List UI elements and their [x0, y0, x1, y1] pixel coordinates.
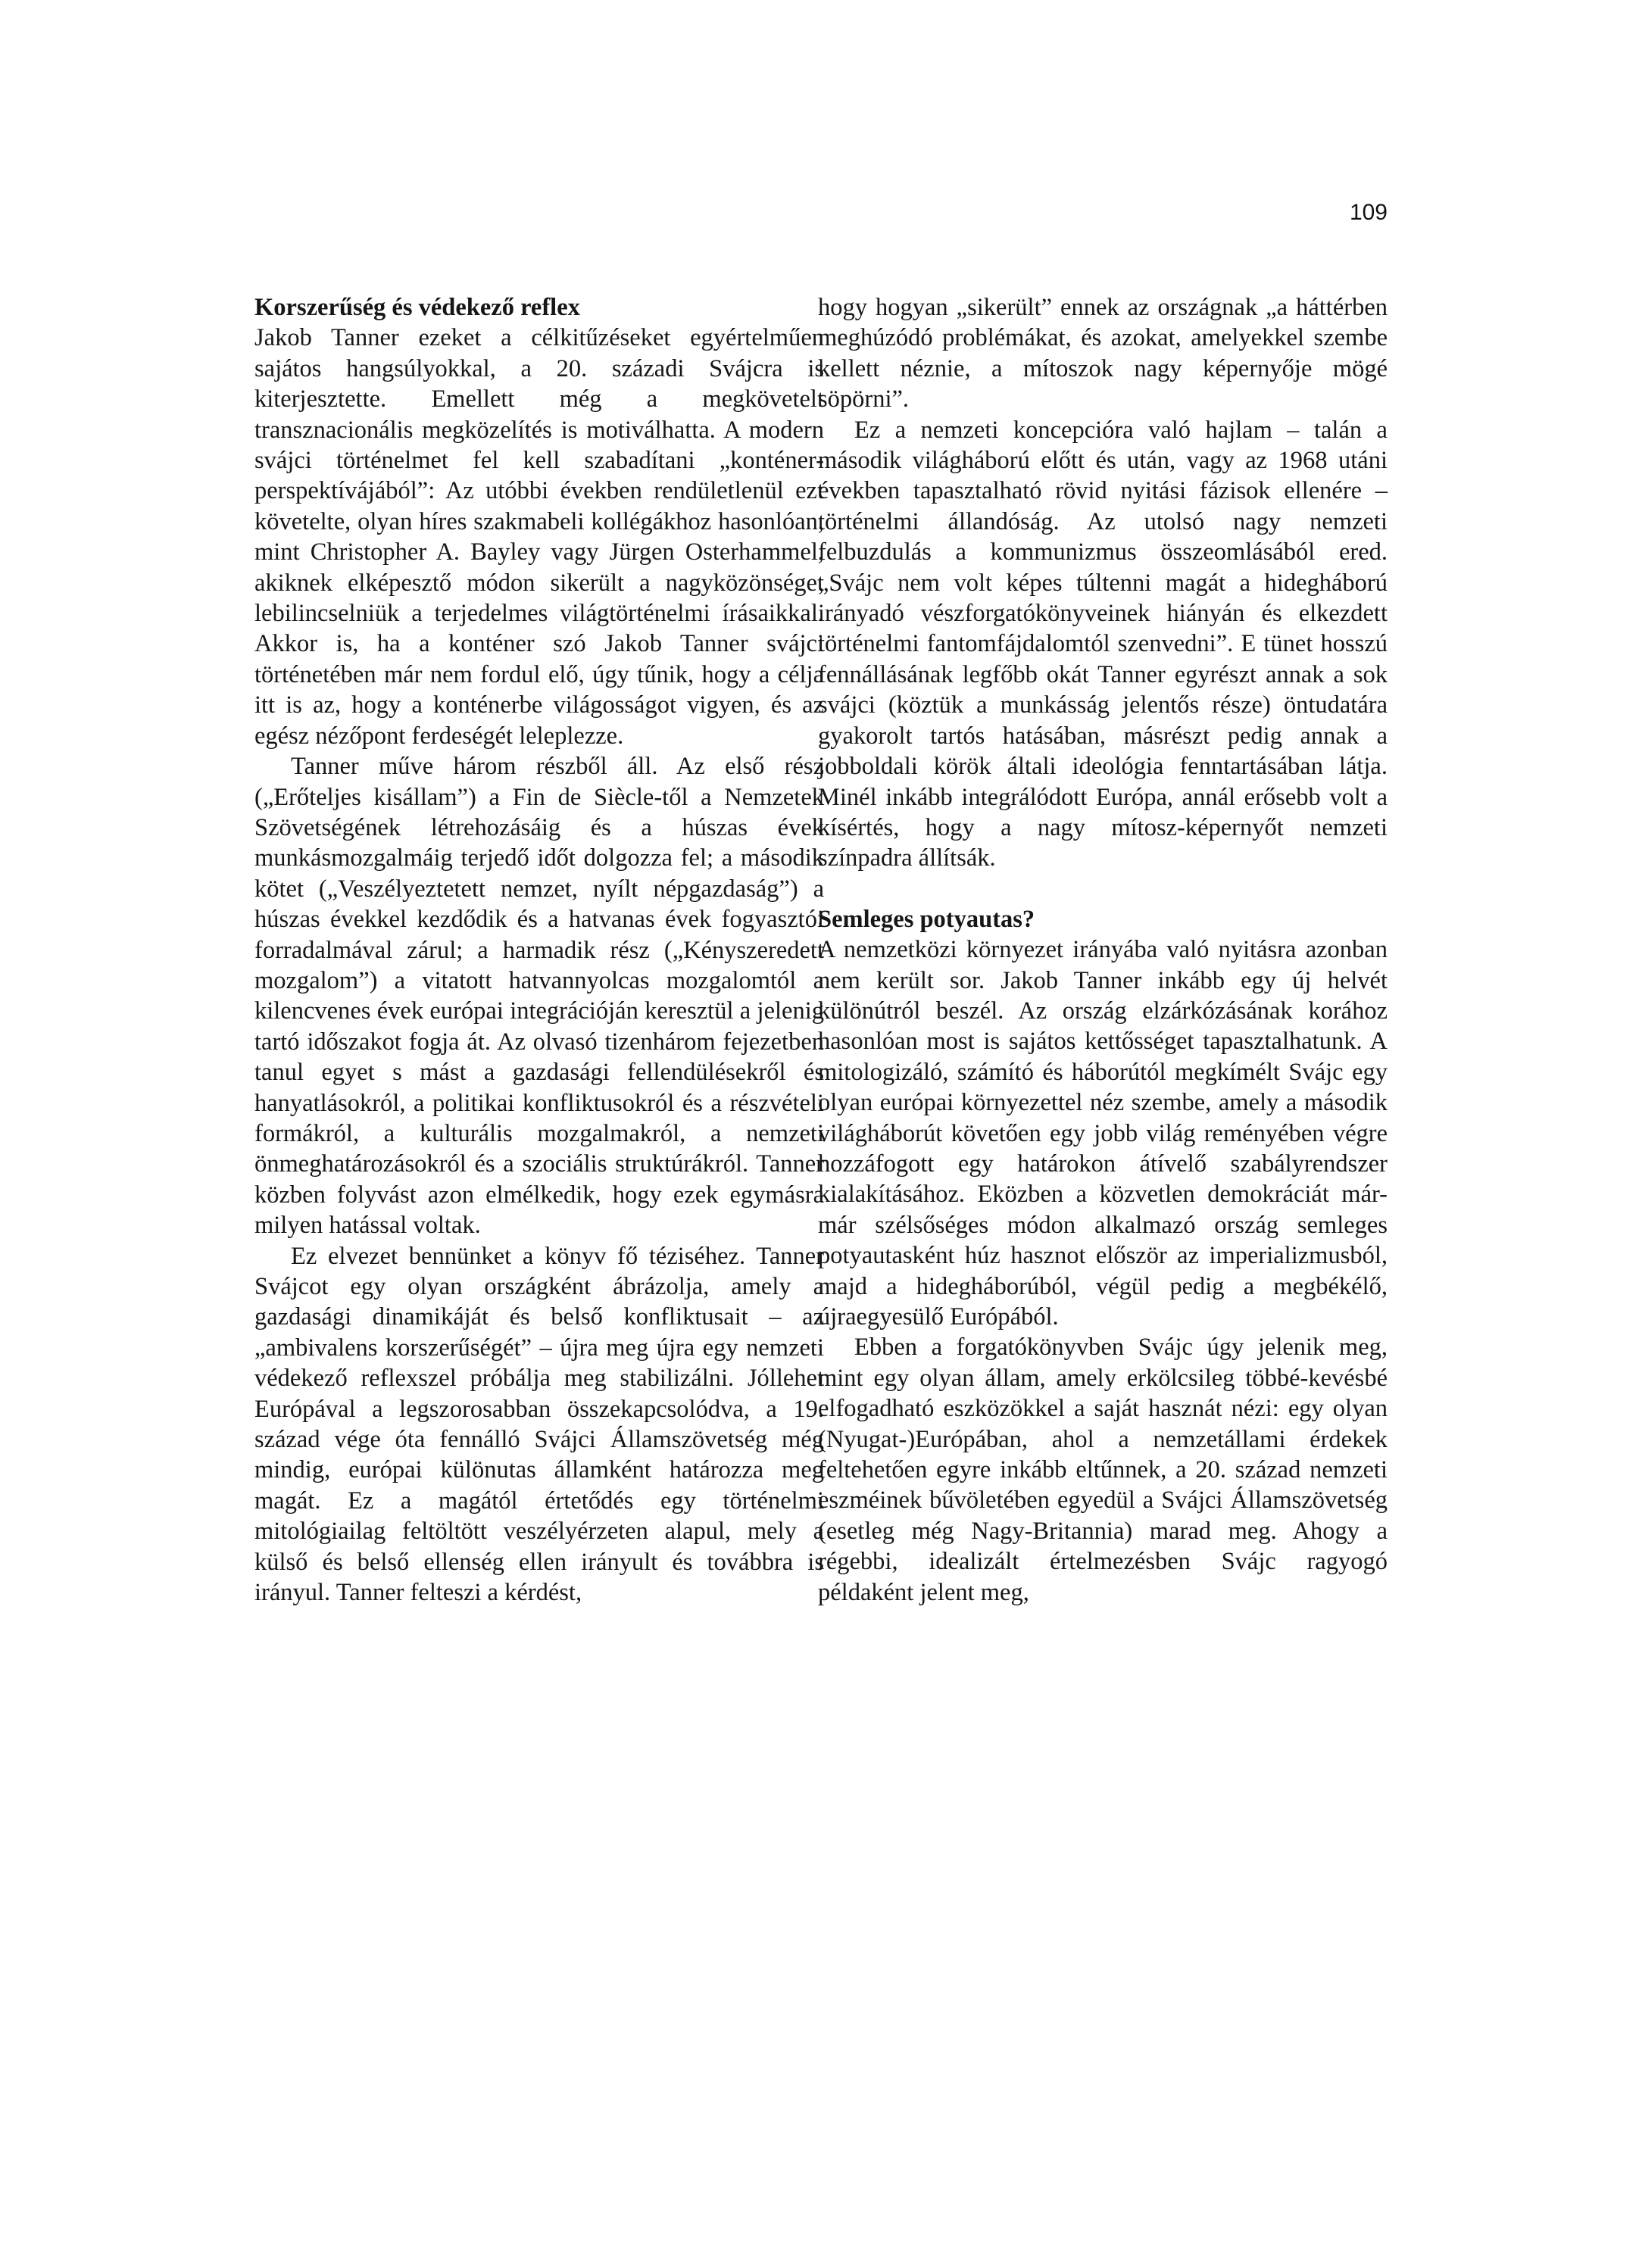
paragraph: Tanner műve három részből áll. Az első rész („Erőteljes kisállam”) a Fin de Siècle-től a Nemzetek Szövetségének létrehozásáig és a húszas évek munkásmozgalmáig terjedő időt dolgozza fel; a második kötet („Veszélyeztetett nemzet, nyílt népgazdaság”) a húszas évekkel kezdődik és a hatvanas évek fogyasztói forradalmával zárul; a harmadik rész („Kényszeredett mozgalom”) a vitatott hatvannyolcas mozgalomtól a kilencvenes évek európai integrációján keresztül a jelenig tartó időszakot fogja át. Az olvasó tizenhárom fejezetben tanul egyet s mást a gazdasági fellendülésekről és hanyatlásokról, a politikai konfliktusokról és a részvételi formákról, a kulturális mozgalmakról, a nemzeti önmeghatározásokról és a szociális struktúrákról. Tanner közben folyvást azon elmélkedik, hogy ezek egymásra milyen hatással voltak.	[254, 753, 824, 1240]
right-column	[818, 292, 1388, 1608]
left-column	[254, 292, 824, 1608]
section-heading-semleges-potyautas: Semleges potyautas?	[818, 905, 1035, 933]
paragraph: Ez elvezet bennünket a könyv fő téziséhez. Tanner Svájcot egy olyan országként ábrázolja, amely a gazdasági dinamikáját és belső konfliktusait – az „ambivalens korszerűségét” – újra meg újra egy nemzeti védekező reflexszel próbálja meg stabilizálni. Jóllehet Európával a legszorosabban összekapcsolódva, a 19. század vége óta fennálló Svájci Államszövetség még mindig, európai különutas államként határozza meg magát. Ez a magától értetődés egy történelmi mitológiailag feltöltött veszélyérzeten alapul, mely a külső és belső ellenség ellen irányult és továbbra is irányul. Tanner felteszi a kérdést,	[254, 1242, 824, 1607]
paragraph: Ebben a forgatókönyvben Svájc úgy jelenik meg, mint egy olyan állam, amely erkölcsileg többé-kevésbé elfogadható eszközökkel a saját hasznát nézi: egy olyan (Nyugat-)Európában, ahol a nemzetállami érdekek feltehetően egyre inkább eltűnnek, a 20. század nemzeti eszméinek bűvöletében egyedül a Svájci Államszövetség (esetleg még Nagy-Britannia) marad meg. Ahogy a régebbi, idealizált értelmezésben Svájc ragyogó példaként jelent meg,	[818, 1334, 1388, 1606]
paragraph: A nemzetközi környezet irányába való nyitásra azonban nem került sor. Jakob Tanner inkább egy új helvét különútról beszél. Az ország elzárkózásának korához hasonlóan most is sajátos kettősséget tapasztalhatunk. A mitologizáló, számító és háborútól megkímélt Svájc egy olyan európai környezettel néz szembe, amely a második világháborút követően egy jobb világ reményében végre hozzáfogott egy határokon átívelő szabályrendszer kialakításához. Eközben a közvetlen demokráciát már-már szélsőséges módon alkalmazó ország semleges potyautasként húz hasznot először az imperializmusból, majd a hidegháborúból, végül pedig a megbékélő, újraegyesülő Európából.	[818, 936, 1388, 1331]
section-heading-korszeruseg: Korszerűség és védekező reflex	[254, 294, 580, 321]
paragraph: hogy hogyan „sikerült” ennek az országnak „a háttérben meghúzódó problémákat, és azokat, amelyekkel szembe kellett néznie, a mítoszok nagy képernyője mögé söpörni”.	[818, 294, 1388, 413]
section-spacer	[818, 874, 1388, 904]
paragraph: Jakob Tanner ezeket a célkitűzéseket egyértelműen sajátos hangsúlyokkal, a 20. századi Svájcra is kiterjesztette. Emellett még a megkövetelt transznacionális megközelítés is motiválhatta. A modern svájci történelmet fel kell szabadítani „konténer-perspektívájából”: Az utóbbi években rendületlenül ezt követelte, olyan híres szakmabeli kollégákhoz hasonlóan, mint Christopher A. Bayley vagy Jürgen Osterhammel, akiknek elképesztő módon sikerült a nagyközönséget lebilincselniük a terjedelmes világtörténelmi írásaikkal. Akkor is, ha a konténer szó Jakob Tanner svájci történetében már nem fordul elő, úgy tűnik, hogy a célja itt is az, hogy a konténerbe világosságot vigyen, és az egész nézőpont ferdeségét leleplezze.	[254, 324, 824, 750]
page-number: 109	[1349, 200, 1388, 225]
paragraph: Ez a nemzeti koncepcióra való hajlam – talán a második világháború előtt és után, vagy az 1968 utáni években tapasztalható rövid nyitási fázisok ellenére – történelmi állandóság. Az utolsó nagy nemzeti felbuzdulás a kommunizmus összeomlásából ered. „Svájc nem volt képes túltenni magát a hidegháború irányadó vészforgatókönyveinek hiányán és elkezdett történelmi fantomfájdalomtól szenvedni”. E tünet hosszú fennállásának legfőbb okát Tanner egyrészt annak a sok svájci (köztük a munkásság jelentős része) öntudatára gyakorolt tartós hatásában, másrészt pedig annak a jobboldali körök általi ideológia fenntartásában látja. Minél inkább integrálódott Európa, annál erősebb volt a kísértés, hogy a nagy mítosz-képernyőt nemzeti színpadra állítsák.	[818, 416, 1388, 872]
